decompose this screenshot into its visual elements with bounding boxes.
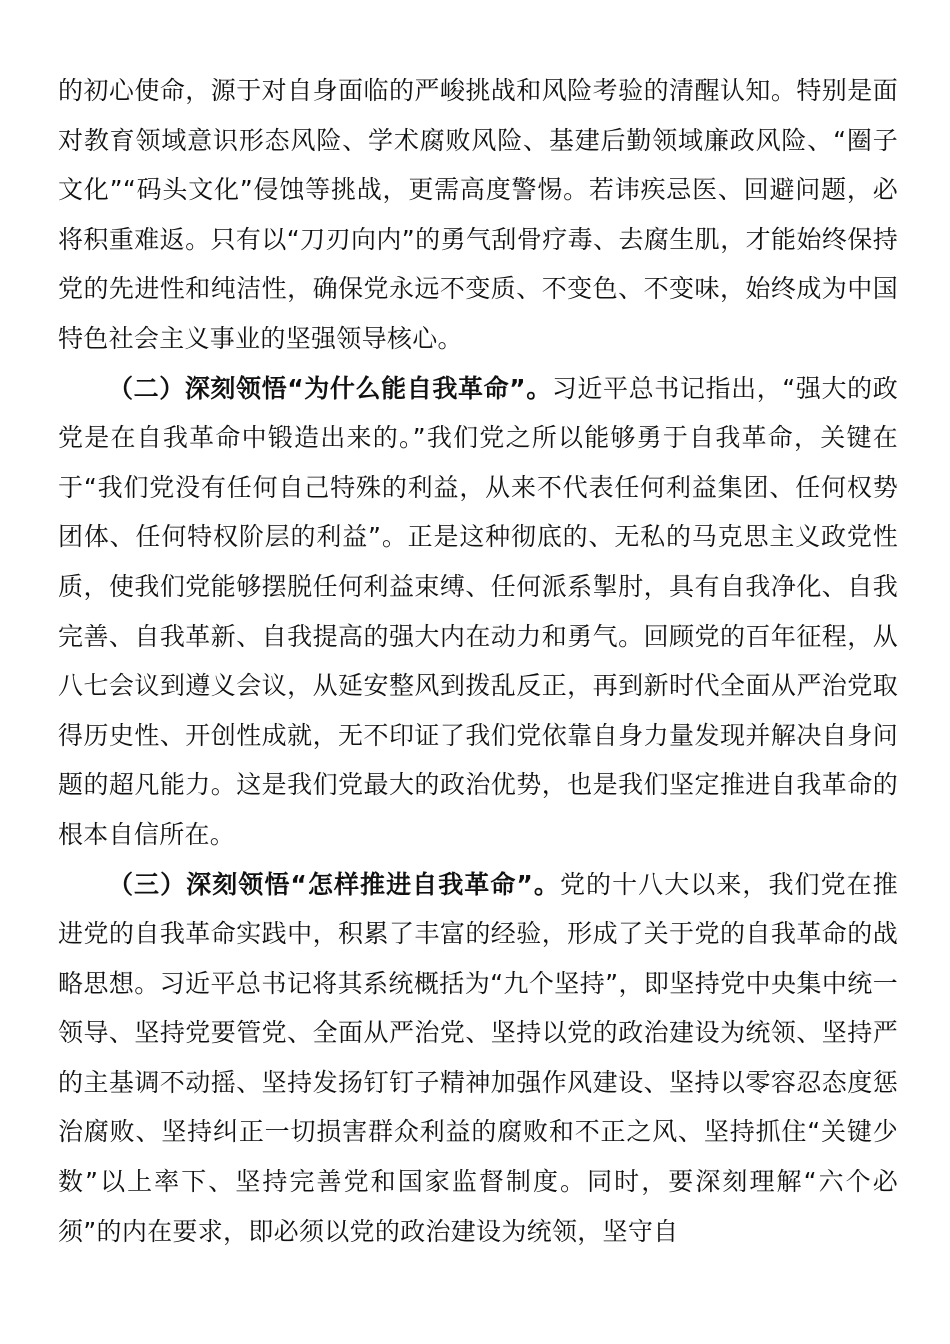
document-body bbox=[58, 66, 898, 1256]
paragraph-3 bbox=[58, 860, 898, 1257]
section-heading-2: （二）深刻领悟“为什么能自我革命”。 bbox=[108, 373, 552, 403]
paragraph-2-text: 习近平总书记指出，“强大的政党是在自我革命中锻造出来的。”我们党之所以能够勇于自我革命，关键在于“我们党没有任何自己特殊的利益，从来不代表任何利益集团、任何权势团体、任何特权阶层的利益”。正是这种彻底的、无私的马克思主义政党性质，使我们党能够摆脱任何利益束缚、任何派系掣肘，具有自我净化、自我完善、自我革新、自我提高的强大内在动力和勇气。回顾党的百年征程，从八七会议到遵义会议，从延安整风到拨乱反正，再到新时代全面从严治党取得历史性、开创性成就，无不印证了我们党依靠自身力量发现并解决自身问题的超凡能力。这是我们党最大的政治优势，也是我们坚定推进自我革命的根本自信所在。 bbox=[58, 373, 898, 849]
paragraph-1 bbox=[58, 66, 898, 364]
paragraph-1-text: 的初心使命，源于对自身面临的严峻挑战和风险考验的清醒认知。特别是面对教育领域意识形态风险、学术腐败风险、基建后勤领域廉政风险、“圈子文化”“码头文化”侵蚀等挑战，更需高度警惕。若讳疾忌医、回避问题，必将积重难返。只有以“刀刃向内”的勇气刮骨疗毒、去腐生肌，才能始终保持党的先进性和纯洁性，确保党永远不变质、不变色、不变味，始终成为中国特色社会主义事业的坚强领导核心。 bbox=[58, 76, 898, 353]
paragraph-2 bbox=[58, 364, 898, 860]
section-heading-3: （三）深刻领悟“怎样推进自我革命”。 bbox=[108, 869, 560, 899]
paragraph-3-text: 党的十八大以来，我们党在推进党的自我革命实践中，积累了丰富的经验，形成了关于党的自我革命的战略思想。习近平总书记将其系统概括为“九个坚持”，即坚持党中央集中统一领导、坚持党要管党、全面从严治党、坚持以党的政治建设为统领、坚持严的主基调不动摇、坚持发扬钉钉子精神加强作风建设、坚持以零容忍态度惩治腐败、坚持纠正一切损害群众利益的腐败和不正之风、坚持抓住“关键少数”以上率下、坚持完善党和国家监督制度。同时，要深刻理解“六个必须”的内在要求，即必须以党的政治建设为统领，坚守自 bbox=[58, 869, 899, 1246]
